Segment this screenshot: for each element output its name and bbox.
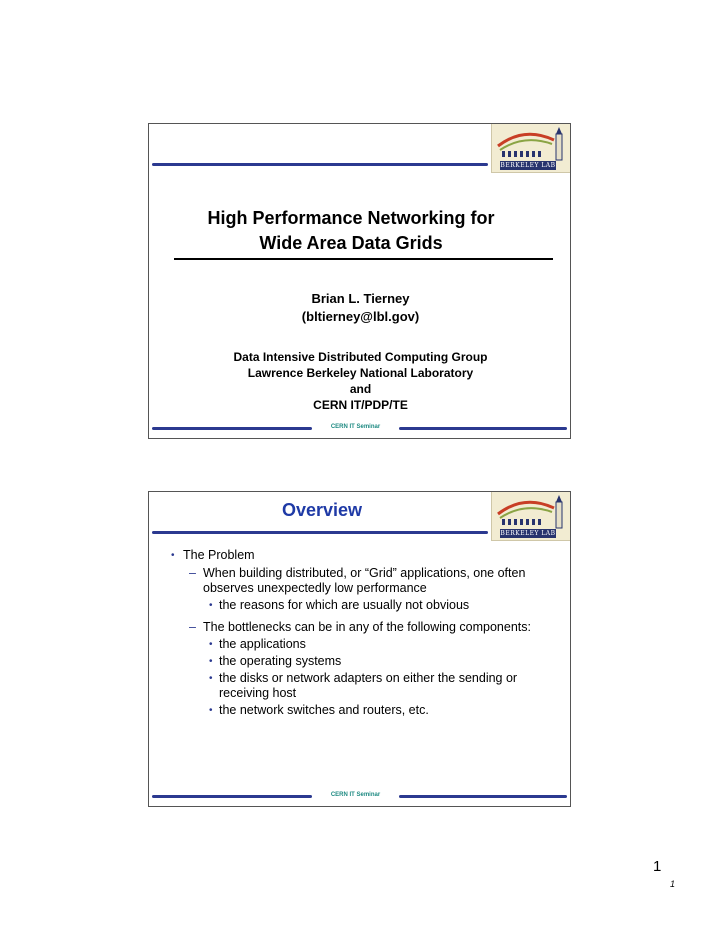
author-block (149, 290, 572, 326)
slide-title (149, 206, 553, 256)
bullet-dot-icon: • (209, 656, 213, 667)
dash-icon: – (189, 620, 196, 634)
footer-bar-left (152, 427, 312, 430)
sub-bullet-item (171, 620, 531, 635)
bullet-dot-icon: • (209, 600, 213, 611)
footer-bar-right (399, 427, 567, 430)
logo-text: BERKELEY LAB (500, 162, 556, 169)
sub-sub-bullet-text: the reasons for which are usually not obvious (219, 598, 470, 612)
sub-sub-bullet-text: the operating systems (219, 654, 342, 668)
slide-footer: CERN IT Seminar (330, 424, 381, 430)
page-number: 1 (653, 858, 662, 875)
dash-icon: – (189, 566, 196, 580)
bullet-text: The Problem (183, 548, 255, 562)
bullet-dot-icon: • (209, 705, 213, 716)
sub-sub-bullet-item (171, 637, 531, 652)
sub-sub-bullet-text: the network switches and routers, etc. (219, 703, 429, 717)
bullet-dot-icon: • (209, 673, 213, 684)
bullet-dot-icon: • (209, 639, 213, 650)
sub-sub-bullet-text: the disks or network adapters on either the sending or receiving host (219, 671, 518, 700)
sub-bullet-item (171, 566, 531, 596)
sub-sub-bullet-item (171, 671, 531, 701)
slide-2 (148, 491, 571, 807)
affiliation-block (149, 349, 572, 413)
title-line-1: High Performance Networking for (207, 208, 495, 228)
affiliation-line-2: Lawrence Berkeley National Laboratory (247, 366, 474, 380)
slide-title: Overview (281, 500, 363, 520)
sub-sub-bullet-item (171, 654, 531, 669)
footer-bar-left (152, 795, 312, 798)
sub-sub-bullet-item (171, 598, 531, 613)
title-line-2: Wide Area Data Grids (259, 233, 443, 253)
sub-sub-bullet-item (171, 703, 531, 718)
footer-bar-right (399, 795, 567, 798)
sub-bullet-text: The bottlenecks can be in any of the following components: (203, 620, 531, 634)
author-name: Brian L. Tierney (311, 291, 410, 306)
slide-content (171, 548, 531, 718)
logo-text: BERKELEY LAB (500, 530, 556, 537)
bullet-dot-icon: • (171, 550, 175, 561)
bullet-item (171, 548, 531, 563)
sub-sub-bullet-text: the applications (219, 637, 306, 651)
title-underline (174, 258, 553, 260)
slide-header-bar (152, 163, 488, 166)
affiliation-line-1: Data Intensive Distributed Computing Group (233, 350, 488, 364)
berkeley-lab-logo (491, 124, 570, 173)
berkeley-lab-logo (491, 492, 570, 541)
affiliation-line-4: CERN IT/PDP/TE (313, 398, 408, 412)
sub-bullet-text: When building distributed, or “Grid” applications, one often observes unexpectedly low performance (203, 566, 526, 595)
slide-1 (148, 123, 571, 439)
affiliation-line-3: and (349, 382, 372, 396)
page-sub-number: 1 (670, 879, 676, 889)
slide-header-bar (152, 531, 488, 534)
slide-footer: CERN IT Seminar (330, 792, 381, 798)
author-email: (bltierney@lbl.gov) (301, 309, 420, 324)
